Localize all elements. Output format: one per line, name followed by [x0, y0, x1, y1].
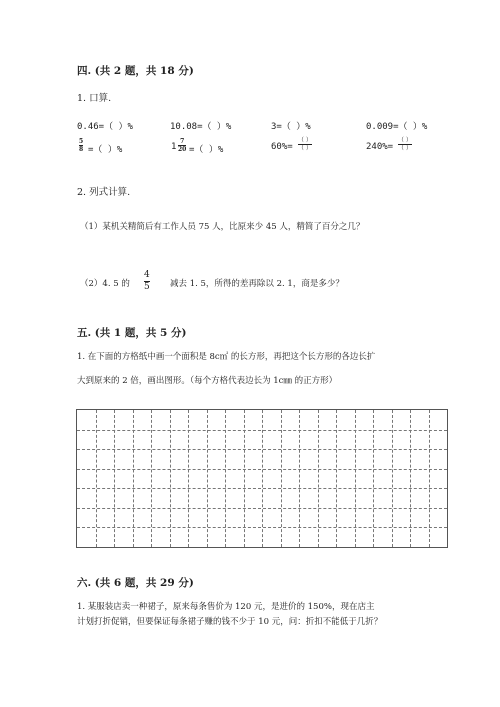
- section-6-question-line-2: 计划打折促销，但要保证每条裙子赚的钱不少于 10 元，问：折扣不能低于几折？: [77, 617, 383, 627]
- oral-item-tail: =（ ）%: [88, 145, 123, 155]
- section-5-question-line-2: 大到原来的 2 倍，画出图形。（每个方格代表边长为 1c㎜ 的正方形）: [77, 376, 338, 386]
- blank-denominator: （ ）: [298, 145, 312, 152]
- question-2-part-1: （1）某机关精简后有工作人员 75 人，比原来少 45 人，精简了百分之几？: [80, 222, 365, 232]
- section-6-title: 六. (共 6 题，共 29 分): [77, 577, 194, 589]
- fraction-denominator: 8: [79, 146, 84, 153]
- grid-row-line: [77, 488, 447, 489]
- oral-item-head: 240%=: [366, 142, 394, 152]
- grid-row-line: [77, 449, 447, 450]
- question-2-part-2-tail: 减去 1. 5，所得的差再除以 2. 1，商是多少？: [170, 279, 344, 289]
- blank-fraction: [298, 137, 312, 152]
- blank-numerator: （ ）: [398, 137, 412, 144]
- oral-item-tail: =（ ）%: [189, 145, 224, 155]
- fraction-numerator: 5: [79, 138, 84, 145]
- fraction-numerator: 7: [180, 138, 185, 145]
- fraction-denominator: 5: [144, 282, 150, 292]
- blank-fraction: [398, 137, 412, 152]
- section-6-question-line-1: 1. 某服装店卖一种裙子，原来每条售价为 120 元，是进价的 150%，现在店主: [77, 602, 375, 612]
- fraction-numerator: 4: [144, 270, 150, 280]
- oral-item: 0.46=（ ）%: [77, 122, 133, 132]
- fraction-four-fifths: [144, 270, 150, 293]
- grid-row-line: [77, 527, 447, 528]
- question-2-label: 2. 列式计算.: [77, 187, 131, 198]
- blank-numerator: （ ）: [298, 137, 312, 144]
- oral-item-head: 60%=: [271, 142, 293, 152]
- question-2-part-2-head: （2）4. 5 的: [80, 279, 130, 289]
- oral-item: 0.009=（ ）%: [366, 122, 428, 132]
- section-5-title: 五. (共 1 题，共 5 分): [77, 327, 187, 339]
- blank-denominator: （ ）: [398, 145, 412, 152]
- fraction-denominator: 20: [178, 146, 187, 153]
- section-4-title: 四. (共 2 题，共 18 分): [77, 65, 194, 77]
- oral-item: 3=（ ）%: [271, 122, 311, 132]
- grid-row-line: [77, 430, 447, 431]
- grid-row-line: [77, 469, 447, 470]
- oral-item: 10.08=（ ）%: [170, 122, 232, 132]
- grid-row-line: [77, 508, 447, 509]
- section-5-question-line-1: 1. 在下面的方格纸中画一个面积是 8c㎡ 的长方形，再把这个长方形的各边长扩: [77, 352, 376, 362]
- question-1-label: 1. 口算.: [77, 93, 112, 104]
- mixed-number-whole: 1: [171, 142, 177, 152]
- grid-paper[interactable]: [76, 409, 448, 548]
- fraction-seven-twentieths: [178, 138, 186, 153]
- fraction-five-eighths: [79, 138, 83, 153]
